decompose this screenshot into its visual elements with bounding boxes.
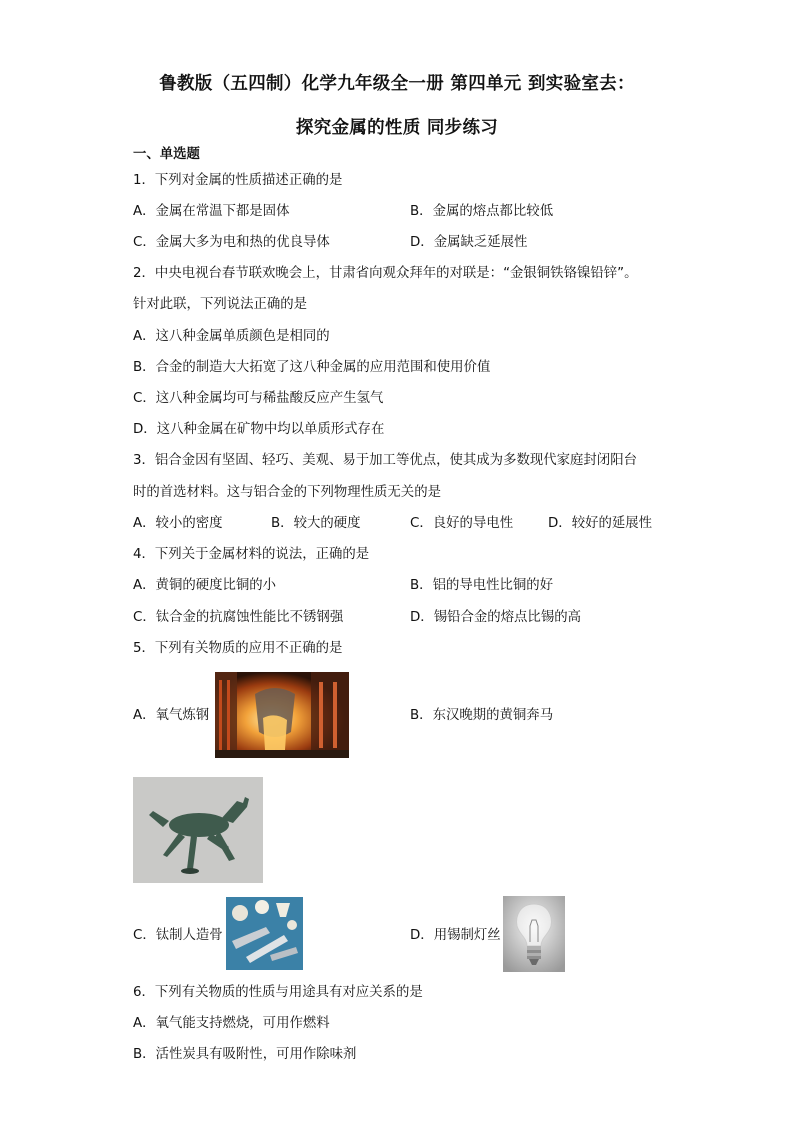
- doc-title-line1: 鲁教版（五四制）化学九年级全一册 第四单元 到实验室去：: [159, 74, 635, 94]
- q3-option-a: A．较小的密度: [133, 516, 223, 531]
- q1-option-a: A．金属在常温下都是固体: [133, 204, 290, 219]
- doc-title-line2: 探究金属的性质 同步练习: [295, 118, 499, 138]
- q2-option-a: A．这八种金属单质颜色是相同的: [133, 329, 330, 344]
- q5-option-d: D．用锡制灯丝: [410, 928, 501, 943]
- section-heading: 一、单选题: [133, 147, 200, 162]
- bronze-horse-photo: [133, 777, 263, 883]
- q2-stem-line2: 针对此联，下列说法正确的是: [133, 297, 308, 312]
- q1-option-b: B．金属的熔点都比较低: [410, 204, 554, 219]
- q2-option-c: C．这八种金属均可与稀盐酸反应产生氢气: [133, 391, 384, 406]
- steelmaking-photo: [215, 672, 349, 758]
- q4-option-c: C．钛合金的抗腐蚀性能比不锈钢强: [133, 610, 344, 625]
- q2-stem-line1: 2．中央电视台春节联欢晚会上，甘肃省向观众拜年的对联是：“金银铜铁铬镍铅锌”。: [133, 266, 638, 281]
- q3-option-b: B．较大的硬度: [271, 516, 361, 531]
- q3-stem-line1: 3．铝合金因有坚固、轻巧、美观、易于加工等优点，使其成为多数现代家庭封闭阳台: [133, 453, 637, 468]
- q5-option-c: C．钛制人造骨: [133, 928, 223, 943]
- q3-option-c: C．良好的导电性: [410, 516, 514, 531]
- q2-option-d: D．这八种金属在矿物中均以单质形式存在: [133, 422, 385, 437]
- q4-option-a: A．黄铜的硬度比铜的小: [133, 578, 277, 593]
- q3-stem-line2: 时的首选材料。这与铝合金的下列物理性质无关的是: [133, 485, 441, 500]
- q5-stem: 5．下列有关物质的应用不正确的是: [133, 641, 343, 656]
- q5-option-b: B．东汉晚期的黄铜奔马: [410, 708, 554, 723]
- q6-option-b: B．活性炭具有吸附性，可用作除味剂: [133, 1047, 357, 1062]
- q1-option-d: D．金属缺乏延展性: [410, 235, 528, 250]
- q5-option-a: A．氧气炼钢: [133, 708, 210, 723]
- q6-option-a: A．氧气能支持燃烧，可用作燃料: [133, 1016, 330, 1031]
- light-bulb-photo: [503, 896, 565, 972]
- q1-option-c: C．金属大多为电和热的优良导体: [133, 235, 330, 250]
- q6-stem: 6．下列有关物质的性质与用途具有对应关系的是: [133, 985, 423, 1000]
- q4-option-b: B．铝的导电性比铜的好: [410, 578, 554, 593]
- q1-stem: 1．下列对金属的性质描述正确的是: [133, 173, 343, 188]
- titanium-bone-photo: [226, 897, 303, 970]
- q2-option-b: B．合金的制造大大拓宽了这八种金属的应用范围和使用价值: [133, 360, 491, 375]
- q3-option-d: D．较好的延展性: [548, 516, 653, 531]
- q4-stem: 4．下列关于金属材料的说法，正确的是: [133, 547, 370, 562]
- q4-option-d: D．锡铅合金的熔点比锡的高: [410, 610, 581, 625]
